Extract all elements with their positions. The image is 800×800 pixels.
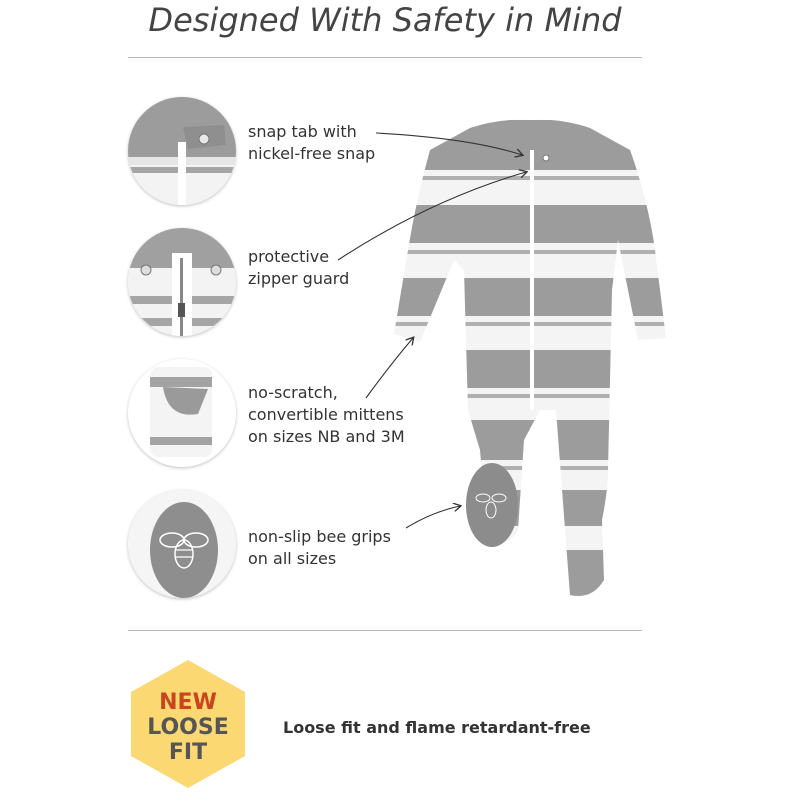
feature-bee-grips-line2: on all sizes [248,549,337,568]
page-title: Designed With Safety in Mind [148,1,622,39]
bottom-divider [128,630,642,631]
feature-mittens-line2: convertible mittens [248,405,404,424]
feature-mittens-line1: no-scratch, [248,383,338,402]
badge-loose-label: LOOSE [147,715,229,740]
loose-fit-badge-text [128,690,248,765]
feature-zipper-guard-line1: protective [248,247,330,266]
badge-fit-label: FIT [168,740,208,765]
feature-mittens-line3: on sizes NB and 3M [248,427,405,446]
feature-zipper-guard-line2: zipper guard [248,269,350,288]
feature-bee-grips-line1: non-slip bee grips [248,527,391,546]
badge-new-label: NEW [159,690,217,715]
loose-fit-description: Loose fit and flame retardant-free [283,718,591,737]
feature-snap-tab-line2: nickel-free snap [248,144,376,163]
feature-snap-tab-line1: snap tab with [248,122,357,141]
